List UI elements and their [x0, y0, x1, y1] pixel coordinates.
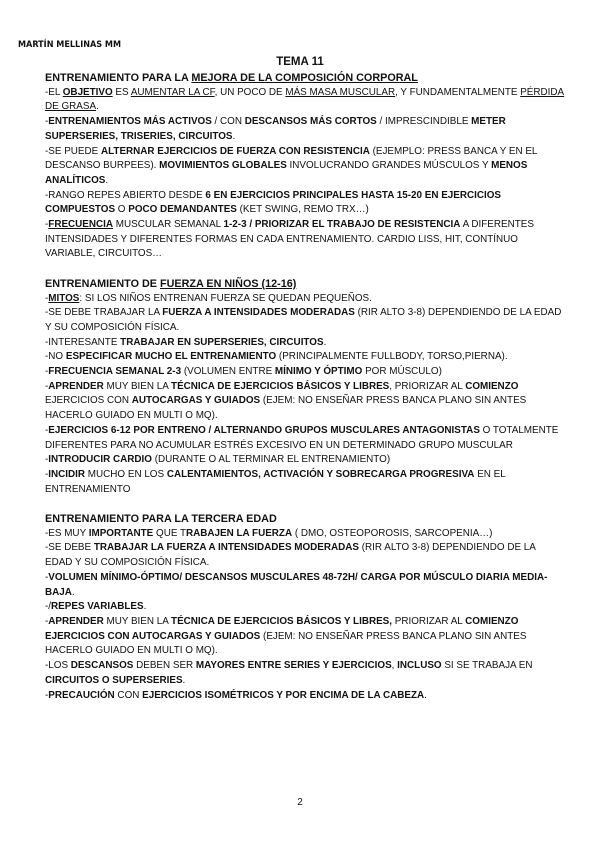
section-ninos	[45, 277, 565, 498]
text-run: SI SE TRABAJA EN	[441, 660, 533, 672]
text-run: O TOTALMENTE DIFERENTES PARA NO ACUMULAR ESTRÉS EXCESIVO EN UN DETERMINADO GRUPO MUSCULAR	[45, 424, 559, 451]
section-tercera-edad	[45, 512, 565, 703]
text-run: (RIR ALTO 3-8) DEPENDIENDO DE LA EDAD Y SU COMPOSICIÓN FÍSICA.	[45, 307, 562, 333]
text-run: PRIORIZAR AL	[392, 615, 466, 627]
section-spacer	[45, 497, 565, 512]
text-run: ESPECIFICAR MUCHO EL ENTRENAMIENTO	[65, 351, 277, 363]
text-run: .	[105, 174, 109, 186]
text-run: EJERCICIOS ISOMÉTRICOS Y POR ENCIMA DE LA CABEZA	[142, 689, 425, 701]
paragraph	[45, 336, 565, 351]
text-run: , Y FUNDAMENTALMENTE	[395, 86, 521, 98]
text-run: DEBEN SER	[133, 660, 196, 672]
paragraph	[45, 145, 565, 189]
text-run: -	[45, 292, 49, 304]
text-run: FUERZA EN NIÑOS (12-16)	[159, 277, 297, 290]
text-run: EJERCICIOS CON	[45, 395, 132, 407]
text-run: , PRIORIZAR AL	[389, 380, 466, 392]
paragraph	[45, 306, 565, 335]
page-number: 2	[297, 797, 303, 808]
paragraph	[45, 365, 565, 380]
text-run: MUSCULAR SEMANAL	[113, 219, 224, 231]
text-run: 1-2-3 / PRIORIZAR EL TRABAJO DE RESISTENCIA	[223, 219, 461, 231]
text-run: -	[45, 219, 49, 231]
text-run: TÉCNICA DE EJERCICIOS BÁSICOS Y LIBRES	[171, 380, 390, 392]
text-run: : SI LOS NIÑOS ENTRENAN FUERZA SE QUEDAN PEQUEÑOS.	[79, 292, 372, 304]
text-run: .	[71, 586, 75, 598]
text-run: -RANGO REPES ABIERTO DESDE	[45, 189, 206, 201]
section-title	[45, 71, 565, 86]
document-body	[45, 71, 565, 703]
text-run: MUY BIEN LA	[103, 380, 172, 392]
text-run: FRECUENCIA	[48, 219, 114, 231]
text-run: / IMPRESCINDIBLE	[376, 116, 472, 128]
text-run: QUE T	[153, 527, 187, 539]
text-run: MUY BIEN LA	[103, 615, 172, 627]
paragraph	[45, 350, 565, 365]
paragraph	[45, 189, 565, 218]
text-run: MEJORA DE LA COMPOSICIÓN CORPORAL	[191, 72, 418, 84]
text-run: APRENDER	[48, 380, 104, 392]
text-run: -	[45, 380, 49, 392]
text-run: -	[45, 424, 49, 436]
paragraph	[45, 218, 565, 262]
text-run: POR MÚSCULO)	[362, 366, 442, 378]
text-run: VOLUMEN MÍNIMO-ÓPTIMO/ DESCANSOS MUSCULARES 48-72H/ CARGA POR MÚSCULO DIARIA MEDIA-BAJA	[45, 571, 548, 598]
text-run: .	[323, 336, 327, 348]
section-composicion	[45, 71, 565, 262]
text-run: ,	[391, 660, 398, 672]
text-run: IMPORTANTE	[88, 527, 154, 539]
text-run: MÁS MASA MUSCULAR	[285, 86, 396, 98]
text-run: .	[232, 130, 236, 142]
text-run: .	[96, 101, 99, 113]
text-run: TRABAJAR EN SUPERSERIES, CIRCUITOS	[120, 336, 324, 348]
paragraph	[45, 689, 565, 704]
text-run: -LOS	[45, 660, 71, 672]
section-title	[45, 512, 565, 527]
text-run: FUERZA A INTENSIDADES MODERADAS	[162, 307, 355, 319]
text-run: AUMENTAR LA CF	[130, 86, 215, 98]
text-run: INCIDIR	[48, 468, 86, 480]
paragraph	[45, 615, 565, 659]
text-run: -EL	[45, 86, 63, 98]
paragraph	[45, 453, 565, 468]
text-run: APRENDER	[48, 615, 104, 627]
text-run: (EJEM: NO ENSEÑAR PRESS BANCA PLANO SIN ANTES HACERLO GUIADO EN MULTI O MQ).	[45, 395, 527, 422]
text-run: MITOS	[48, 292, 80, 304]
text-run: .	[143, 601, 147, 613]
text-run: MUCHO EN LOS	[85, 468, 167, 480]
text-run: ENTRENAMIENTO DE	[45, 277, 160, 290]
text-run: -ES MUY	[45, 527, 89, 539]
text-run: -INTERESANTE	[45, 336, 121, 348]
text-run: A DIFERENTES INTENSIDADES Y DIFERENTES FORMAS EN CADA ENTRENAMIENTO. CARDIO LISS, HIT, CONTÍNUO VARIABLE, CIRCUITOS…	[45, 219, 534, 260]
text-run: MOVIMIENTOS GLOBALES	[159, 160, 287, 172]
text-run: EN EL ENTRENAMIENTO	[45, 468, 506, 495]
paragraph	[45, 424, 565, 453]
text-run: POCO DEMANDANTES	[128, 204, 237, 216]
text-run: ALTERNAR EJERCICIOS DE FUERZA CON RESISTENCIA	[100, 145, 370, 157]
section-spacer	[45, 262, 565, 277]
text-run: -	[45, 366, 49, 378]
paragraph	[45, 86, 565, 115]
text-run: -SE DEBE	[45, 542, 94, 554]
text-run: -	[45, 116, 49, 128]
paragraph	[45, 571, 565, 600]
text-run: -	[45, 454, 49, 466]
text-run: EJERCICIOS 6-12 POR ENTRENO / ALTERNANDO GRUPOS MUSCULARES ANTAGONISTAS	[48, 424, 480, 436]
text-run: (EJEMPLO: PRESS BANCA Y EN EL DESCANSO BURPEES).	[45, 145, 538, 172]
text-run: INVOLUCRANDO GRANDES MÚSCULOS Y	[286, 160, 492, 172]
text-run: COMIENZO EJERCICIOS CON AUTOCARGAS Y GUIADOS	[45, 615, 519, 642]
section-title	[45, 277, 565, 292]
text-run: -	[45, 689, 49, 701]
paragraph	[45, 541, 565, 570]
text-run: -	[45, 571, 49, 583]
text-run: -SE PUEDE	[45, 145, 101, 157]
text-run: ENTRENAMIENTO PARA LA TERCERA EDAD	[45, 513, 277, 526]
text-run: CON	[114, 689, 143, 701]
text-run: PRECAUCIÓN	[48, 689, 115, 701]
text-run: ENTRENAMIENTOS MÁS ACTIVOS	[48, 116, 212, 128]
text-run: -	[45, 615, 49, 627]
text-run: -SE DEBE TRABAJAR LA	[45, 307, 163, 319]
text-run: , UN POCO DE	[214, 86, 286, 98]
text-run: COMIENZO	[465, 380, 519, 392]
paragraph	[45, 468, 565, 497]
text-run: (VOLUMEN ENTRE	[181, 366, 275, 378]
text-run: TÉCNICA DE EJERCICIOS BÁSICOS Y LIBRES,	[171, 615, 392, 627]
text-run: -	[45, 468, 49, 480]
text-run: 6 EN EJERCICIOS PRINCIPALES HASTA 15-20 EN EJERCICIOS COMPUESTOS	[45, 189, 502, 216]
text-run: FRECUENCIA SEMANAL 2-3	[48, 366, 182, 378]
text-run: PÉRDIDA DE GRASA	[45, 86, 565, 113]
text-run: .	[424, 689, 427, 701]
text-run: INCLUSO	[397, 660, 442, 672]
text-run: DESCANSOS MÁS CORTOS	[244, 116, 377, 128]
text-run: .	[182, 674, 186, 686]
text-run: / CON	[211, 116, 245, 128]
text-run: O	[115, 204, 129, 216]
text-run: MENOS ANALÍTICOS	[45, 160, 528, 186]
paragraph	[45, 600, 565, 615]
text-run: RABAJEN LA FUERZA	[186, 527, 293, 539]
text-run: ES	[112, 86, 131, 98]
paragraph	[45, 527, 565, 542]
text-run: ENTRENAMIENTO PARA LA	[45, 72, 192, 84]
paragraph	[45, 292, 565, 307]
paragraph	[45, 115, 565, 144]
text-run: CALENTAMIENTOS, ACTIVACIÓN Y SOBRECARGA PROGRESIVA	[166, 468, 475, 480]
text-run: -/	[45, 601, 52, 613]
page-title: TEMA 11	[276, 56, 324, 68]
text-run: (DURANTE O AL TERMINAR EL ENTRENAMIENTO)	[151, 454, 391, 466]
text-run: CIRCUITOS O SUPERSERIES	[45, 674, 183, 686]
text-run: INTRODUCIR CARDIO	[48, 454, 152, 466]
text-run: MAYORES ENTRE SERIES Y EJERCICIOS	[195, 660, 392, 672]
text-run: (PRINCIPALMENTE FULLBODY, TORSO,PIERNA).	[276, 351, 508, 363]
paragraph	[45, 380, 565, 424]
text-run: (KET SWING, REMO TRX…)	[236, 204, 369, 216]
text-run: AUTOCARGAS Y GUIADOS	[131, 395, 261, 407]
text-run: (RIR ALTO 3-8) DEPENDIENDO DE LA EDAD Y SU COMPOSICIÓN FÍSICA.	[45, 542, 536, 569]
text-run: MÍNIMO Y ÓPTIMO	[274, 366, 363, 378]
text-run: REPES VARIABLES	[51, 601, 144, 613]
author-name: MARTÍN MELLINAS MM	[18, 40, 122, 50]
text-run: ( DMO, OSTEOPOROSIS, SARCOPENIA…)	[292, 527, 493, 539]
text-run: -NO	[45, 351, 66, 363]
paragraph	[45, 659, 565, 688]
text-run: (EJEM: NO ENSEÑAR PRESS BANCA PLANO SIN ANTES HACERLO GUIADO EN MULTI O MQ).	[45, 630, 527, 657]
text-run: DESCANSOS	[70, 660, 134, 672]
text-run: METER SUPERSERIES, TRISERIES, CIRCUITOS	[45, 116, 506, 142]
text-run: OBJETIVO	[62, 86, 113, 98]
text-run: TRABAJAR LA FUERZA A INTENSIDADES MODERADAS	[93, 542, 360, 554]
